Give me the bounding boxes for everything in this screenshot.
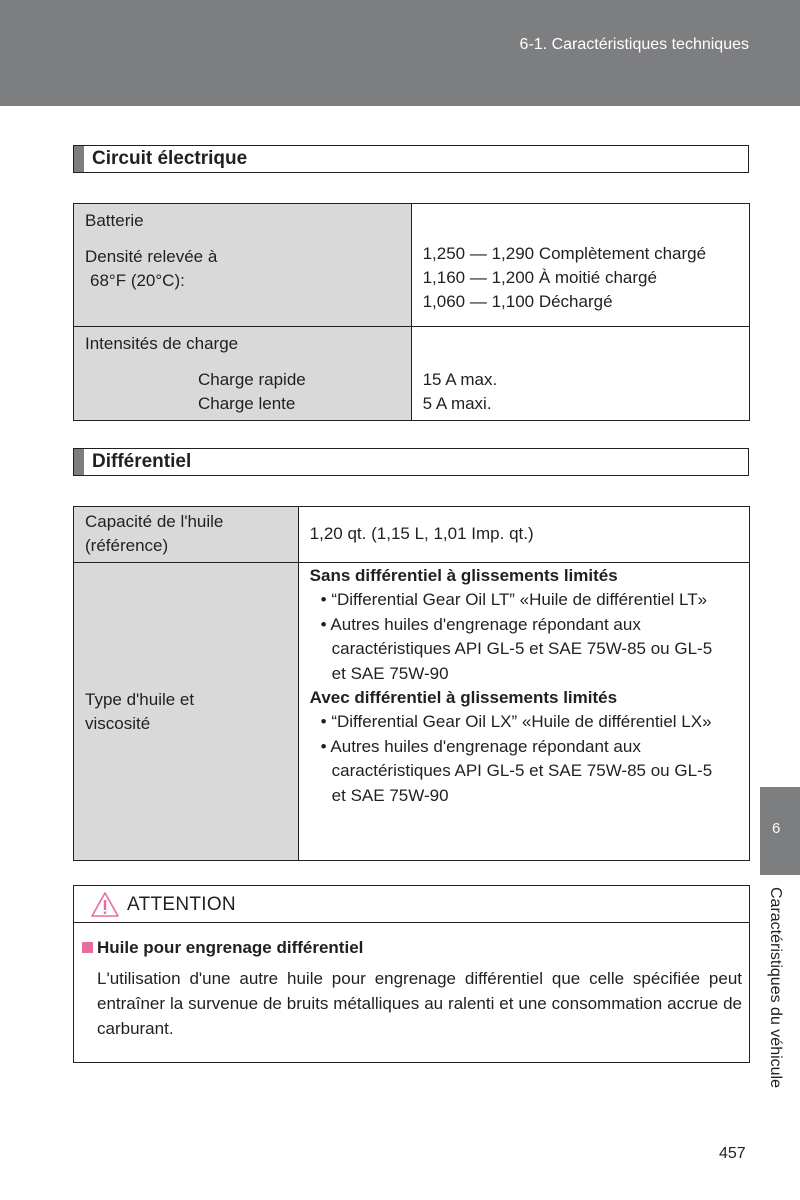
attention-body: L'utilisation d'une autre huile pour engrenage différentiel que celle spécifiée peut entraîner la survenue de bruits métalliques au ralenti et une consommation accrue de carburant. bbox=[97, 969, 742, 1038]
list-item: • “Differential Gear Oil LX” «Huile de différentiel LX» bbox=[320, 712, 712, 731]
attention-title: ATTENTION bbox=[127, 894, 236, 915]
chapter-number: 6 bbox=[772, 820, 781, 837]
table-row bbox=[74, 327, 750, 421]
table-cell-value bbox=[298, 563, 749, 861]
list-item: • Autres huiles d'engrenage répondant aux caractéristiques API GL-5 et SAE 75W-85 ou GL-5 et SAE 75W-90 bbox=[320, 614, 713, 683]
section-title: Différentiel bbox=[92, 451, 192, 472]
table-cell-label: Capacité de l'huile (référence) bbox=[74, 507, 299, 563]
heading-marker bbox=[74, 449, 84, 475]
list-item: • “Differential Gear Oil LT” «Huile de différentiel LT» bbox=[320, 590, 708, 609]
table-cell-label: Batterie Densité relevée à 68°F (20°C): bbox=[74, 204, 412, 327]
attention-header bbox=[74, 886, 749, 923]
section-heading-differential bbox=[73, 448, 749, 476]
chapter-side-label: Caractéristiques du véhicule bbox=[767, 887, 784, 1088]
chapter-title: 6-1. Caractéristiques techniques bbox=[519, 36, 749, 53]
section-heading-electrical bbox=[73, 145, 749, 173]
page-number: 457 bbox=[719, 1145, 746, 1162]
heading-marker bbox=[74, 146, 84, 172]
section-title: Circuit électrique bbox=[92, 148, 248, 169]
subheading: Avec différentiel à glissements limités bbox=[309, 688, 618, 707]
square-bullet-icon bbox=[82, 942, 93, 953]
warning-triangle-icon bbox=[90, 891, 120, 918]
table-cell-label: Type d'huile et viscosité bbox=[74, 563, 299, 861]
chapter-tab bbox=[760, 787, 800, 875]
attention-box bbox=[73, 885, 750, 1063]
electrical-table bbox=[73, 203, 750, 421]
differential-table bbox=[73, 506, 750, 861]
table-row bbox=[74, 507, 750, 563]
table-cell-label: Intensités de charge Charge rapide Charge lente bbox=[74, 327, 412, 421]
table-cell-value: 15 A max. 5 A maxi. bbox=[411, 327, 749, 421]
table-row bbox=[74, 204, 750, 327]
table-cell-value: 1,20 qt. (1,15 L, 1,01 Imp. qt.) bbox=[298, 507, 749, 563]
attention-subheading: Huile pour engrenage différentiel bbox=[82, 938, 363, 958]
subheading: Sans différentiel à glissements limités bbox=[309, 566, 618, 585]
table-cell-value: 1,250 — 1,290 Complètement chargé 1,160 — 1,200 À moitié chargé 1,060 — 1,100 Déchargé bbox=[411, 204, 749, 327]
list-item: • Autres huiles d'engrenage répondant aux caractéristiques API GL-5 et SAE 75W-85 ou GL-5 et SAE 75W-90 bbox=[320, 736, 713, 805]
page-header bbox=[0, 0, 800, 106]
table-row bbox=[74, 563, 750, 861]
